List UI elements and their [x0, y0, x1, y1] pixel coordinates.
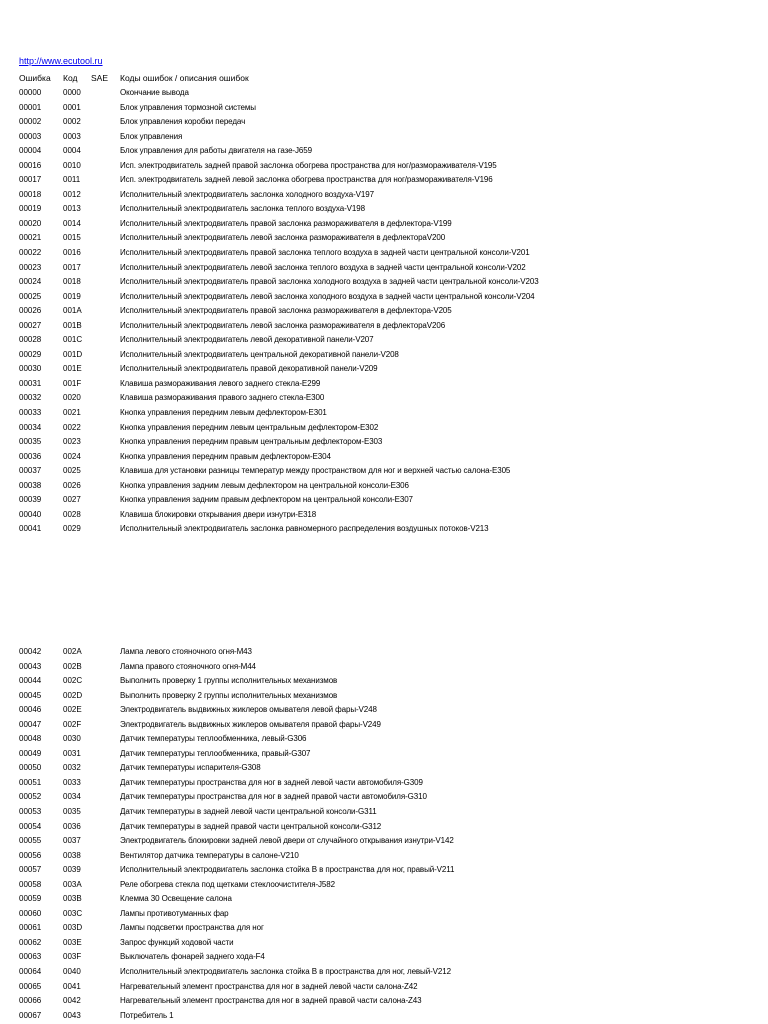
- error-code: 00054: [19, 821, 42, 831]
- error-description: Блок управления тормозной системы: [120, 102, 256, 112]
- error-code: 00061: [19, 923, 42, 933]
- error-description: Выключатель фонарей заднего хода-F4: [120, 952, 265, 962]
- table-row: [0, 101, 768, 116]
- table-row: [0, 980, 768, 995]
- hex-code: 001A: [63, 306, 82, 316]
- hex-code: 0001: [63, 102, 81, 112]
- error-description: Электродвигатель выдвижных жиклеров омывателя левой фары-V248: [120, 705, 377, 715]
- table-row: [0, 776, 768, 791]
- table-row: [0, 936, 768, 951]
- error-code: 00057: [19, 865, 42, 875]
- table-row: [0, 450, 768, 465]
- error-code: 00029: [19, 349, 42, 359]
- hex-code: 0041: [63, 981, 81, 991]
- error-description: Электродвигатель блокировки задней левой двери от случайного открывания изнутри-V142: [120, 836, 454, 846]
- hex-code: 0000: [63, 88, 81, 97]
- hex-code: 0020: [63, 393, 81, 403]
- error-description: Клавиша для установки разницы температур между пространством для ног и верхней частью салона-E305: [120, 466, 511, 476]
- error-description: Исполнительный электродвигатель правой заслонка размораживателя в дефлектора-V199: [120, 218, 452, 228]
- hex-code: 0039: [63, 865, 81, 875]
- error-code: 00001: [19, 102, 42, 112]
- table-row: [0, 493, 768, 508]
- hex-code: 0028: [63, 509, 81, 519]
- table-row: [0, 115, 768, 130]
- error-description: Потребитель 1: [120, 1010, 174, 1020]
- table-row: [0, 790, 768, 805]
- error-code: 00060: [19, 908, 42, 918]
- error-description: Выполнить проверку 2 группы исполнительных механизмов: [120, 690, 338, 700]
- hex-code: 0029: [63, 524, 81, 534]
- hex-code: 0040: [63, 967, 81, 977]
- hex-code: 001B: [63, 320, 82, 330]
- error-code: 00056: [19, 850, 42, 860]
- header-code: Ошибка: [19, 73, 51, 83]
- error-table-block-1: [0, 86, 768, 537]
- table-row: [0, 275, 768, 290]
- error-description: Исполнительный электродвигатель заслонка равномерного распределения воздушных потоков-V213: [120, 524, 489, 534]
- error-code: 00004: [19, 146, 42, 156]
- hex-code: 0032: [63, 763, 81, 773]
- table-row: [0, 421, 768, 436]
- hex-code: 0022: [63, 422, 81, 432]
- error-code: 00023: [19, 262, 42, 272]
- error-table-block-2: [0, 645, 768, 1023]
- error-description: Клемма 30 Освещение салона: [120, 894, 232, 904]
- error-code: 00035: [19, 437, 42, 447]
- hex-code: 003A: [63, 879, 82, 889]
- hex-code: 0016: [63, 248, 81, 258]
- error-description: Лампы противотуманных фар: [120, 908, 229, 918]
- error-description: Исп. электродвигатель задней правой заслонка обогрева пространства для ног/размораживателя-V195: [120, 160, 497, 170]
- hex-code: 001D: [63, 349, 83, 359]
- table-row: [0, 130, 768, 145]
- hex-code: 0036: [63, 821, 81, 831]
- hex-code: 0037: [63, 836, 81, 846]
- error-description: Кнопка управления передним левым дефлектором-E301: [120, 408, 327, 418]
- hex-code: 0031: [63, 748, 81, 758]
- table-row: [0, 907, 768, 922]
- hex-code: 003F: [63, 952, 82, 962]
- error-code: 00036: [19, 451, 42, 461]
- error-code: 00048: [19, 734, 42, 744]
- table-row: [0, 878, 768, 893]
- error-code: 00025: [19, 291, 42, 301]
- hex-code: 0042: [63, 996, 81, 1006]
- table-row: [0, 290, 768, 305]
- error-description: Запрос функций ходовой части: [120, 937, 234, 947]
- error-description: Лампа правого стояночного огня-M44: [120, 661, 256, 671]
- error-description: Вентилятор датчика температуры в салоне-V210: [120, 850, 299, 860]
- error-description: Исполнительный электродвигатель центральной декоративной панели-V208: [120, 349, 399, 359]
- error-description: Кнопка управления передним левым центральным дефлектором-E302: [120, 422, 379, 432]
- hex-code: 002E: [63, 705, 82, 715]
- error-description: Исполнительный электродвигатель левой заслонка холодного воздуха в задней части центральной консоли-V204: [120, 291, 535, 301]
- error-description: Окончание вывода: [120, 88, 189, 97]
- error-description: Исполнительный электродвигатель правой заслонка холодного воздуха в задней части центральной консоли-V203: [120, 277, 539, 287]
- error-description: Датчик температуры в задней правой части центральной консоли-G312: [120, 821, 382, 831]
- hex-code: 003C: [63, 908, 83, 918]
- error-description: Лампы подсветки пространства для ног: [120, 923, 264, 933]
- hex-code: 002B: [63, 661, 82, 671]
- error-code: 00044: [19, 676, 42, 686]
- error-description: Исполнительный электродвигатель левой заслонка размораживателя в дефлектораV200: [120, 233, 446, 243]
- table-row: [0, 333, 768, 348]
- table-row: [0, 348, 768, 363]
- error-code: 00020: [19, 218, 42, 228]
- error-description: Клавиша размораживания левого заднего стекла-E299: [120, 378, 321, 388]
- error-description: Блок управления для работы двигателя на газе-J659: [120, 146, 312, 156]
- error-code: 00027: [19, 320, 42, 330]
- error-code: 00022: [19, 248, 42, 258]
- error-description: Исполнительный электродвигатель левой декоративной панели-V207: [120, 335, 374, 345]
- hex-code: 0010: [63, 160, 81, 170]
- table-row: [0, 261, 768, 276]
- error-description: Нагревательный элемент пространства для ног в задней правой части салона-Z43: [120, 996, 422, 1006]
- header-desc: Коды ошибок / описания ошибок: [120, 73, 249, 83]
- table-row: [0, 950, 768, 965]
- hex-code: 0034: [63, 792, 81, 802]
- error-description: Клавиша размораживания правого заднего стекла-E300: [120, 393, 325, 403]
- error-description: Исполнительный электродвигатель правой декоративной панели-V209: [120, 364, 378, 374]
- table-row: [0, 159, 768, 174]
- header-kod: Код: [63, 73, 78, 83]
- error-code: 00063: [19, 952, 42, 962]
- hex-code: 0023: [63, 437, 81, 447]
- error-code: 00016: [19, 160, 42, 170]
- error-description: Исполнительный электродвигатель заслонка стойка B в пространства для ног, правый-V211: [120, 865, 455, 875]
- hex-code: 0024: [63, 451, 81, 461]
- error-code: 00062: [19, 937, 42, 947]
- error-description: Нагревательный элемент пространства для ног в задней левой части салона-Z42: [120, 981, 418, 991]
- table-row: [0, 849, 768, 864]
- error-code: 00032: [19, 393, 42, 403]
- hex-code: 002D: [63, 690, 83, 700]
- error-code: 00002: [19, 117, 42, 127]
- error-code: 00053: [19, 807, 42, 817]
- table-row: [0, 994, 768, 1009]
- table-row: [0, 689, 768, 704]
- table-row: [0, 202, 768, 217]
- table-row: [0, 863, 768, 878]
- error-code: 00038: [19, 480, 42, 490]
- error-description: Реле обогрева стекла под щетками стеклоочистителя-J582: [120, 879, 335, 889]
- table-row: [0, 747, 768, 762]
- error-code: 00033: [19, 408, 42, 418]
- error-code: 00066: [19, 996, 42, 1006]
- error-description: Выполнить проверку 1 группы исполнительных механизмов: [120, 676, 338, 686]
- table-row: [0, 508, 768, 523]
- error-description: Кнопка управления задним правым дефлектором на центральной консоли-E307: [120, 495, 413, 505]
- error-description: Датчик температуры в задней левой части центральной консоли-G311: [120, 807, 377, 817]
- hex-code: 0014: [63, 218, 81, 228]
- hex-code: 0013: [63, 204, 81, 214]
- table-row: [0, 1009, 768, 1024]
- error-description: Датчик температуры теплообменника, левый-G306: [120, 734, 307, 744]
- hex-code: 001F: [63, 378, 82, 388]
- table-row: [0, 834, 768, 849]
- table-row: [0, 377, 768, 392]
- table-row: [0, 660, 768, 675]
- hex-code: 0038: [63, 850, 81, 860]
- error-code: 00000: [19, 88, 42, 97]
- error-description: Исполнительный электродвигатель заслонка стойка B в пространства для ног, левый-V212: [120, 967, 451, 977]
- table-row: [0, 173, 768, 188]
- error-code: 00019: [19, 204, 42, 214]
- error-description: Лампа левого стояночного огня-M43: [120, 647, 252, 656]
- error-code: 00037: [19, 466, 42, 476]
- error-code: 00031: [19, 378, 42, 388]
- table-row: [0, 217, 768, 232]
- error-code: 00040: [19, 509, 42, 519]
- hex-code: 0025: [63, 466, 81, 476]
- error-description: Клавиша блокировки открывания двери изнутри-E318: [120, 509, 317, 519]
- error-code: 00049: [19, 748, 42, 758]
- error-code: 00024: [19, 277, 42, 287]
- table-row: [0, 86, 768, 101]
- error-description: Кнопка управления передним правым центральным дефлектором-E303: [120, 437, 383, 447]
- table-row: [0, 144, 768, 159]
- error-code: 00021: [19, 233, 42, 243]
- hex-code: 0021: [63, 408, 81, 418]
- error-code: 00041: [19, 524, 42, 534]
- error-code: 00017: [19, 175, 42, 185]
- hex-code: 002F: [63, 719, 82, 729]
- error-description: Кнопка управления задним левым дефлектором на центральной консоли-E306: [120, 480, 409, 490]
- table-row: [0, 703, 768, 718]
- hex-code: 0018: [63, 277, 81, 287]
- error-code: 00065: [19, 981, 42, 991]
- table-row: [0, 805, 768, 820]
- error-description: Исполнительный электродвигатель правой заслонка теплого воздуха в задней части центральной консоли-V201: [120, 248, 530, 258]
- hex-code: 0043: [63, 1010, 81, 1020]
- table-row: [0, 391, 768, 406]
- ecutool-link[interactable]: http://www.ecutool.ru: [19, 56, 103, 66]
- error-code: 00058: [19, 879, 42, 889]
- error-code: 00050: [19, 763, 42, 773]
- table-row: [0, 820, 768, 835]
- hex-code: 0012: [63, 189, 81, 199]
- error-description: Датчик температуры пространства для ног в задней левой части автомобиля-G309: [120, 777, 423, 787]
- hex-code: 003E: [63, 937, 82, 947]
- table-row: [0, 435, 768, 450]
- error-code: 00028: [19, 335, 42, 345]
- error-code: 00067: [19, 1010, 42, 1020]
- error-description: Электродвигатель выдвижных жиклеров омывателя правой фары-V249: [120, 719, 381, 729]
- table-row: [0, 732, 768, 747]
- error-code: 00043: [19, 661, 42, 671]
- error-description: Датчик температуры пространства для ног в задней правой части автомобиля-G310: [120, 792, 427, 802]
- error-code: 00055: [19, 836, 42, 846]
- table-row: [0, 965, 768, 980]
- hex-code: 0026: [63, 480, 81, 490]
- table-row: [0, 645, 768, 660]
- error-description: Исполнительный электродвигатель левой заслонка теплого воздуха в задней части центральной консоли-V202: [120, 262, 526, 272]
- table-row: [0, 246, 768, 261]
- hex-code: 0011: [63, 175, 81, 185]
- table-row: [0, 406, 768, 421]
- table-row: [0, 522, 768, 537]
- hex-code: 0033: [63, 777, 81, 787]
- table-row: [0, 921, 768, 936]
- error-code: 00039: [19, 495, 42, 505]
- error-description: Датчик температуры испарителя-G308: [120, 763, 261, 773]
- table-row: [0, 718, 768, 733]
- table-row: [0, 761, 768, 776]
- error-description: Исполнительный электродвигатель левой заслонка размораживателя в дефлектораV206: [120, 320, 446, 330]
- error-code: 00003: [19, 131, 42, 141]
- hex-code: 0019: [63, 291, 81, 301]
- error-code: 00030: [19, 364, 42, 374]
- table-row: [0, 188, 768, 203]
- table-row: [0, 479, 768, 494]
- hex-code: 0004: [63, 146, 81, 156]
- hex-code: 003D: [63, 923, 83, 933]
- error-code: 00045: [19, 690, 42, 700]
- error-description: Датчик температуры теплообменника, правый-G307: [120, 748, 311, 758]
- table-row: [0, 464, 768, 479]
- header-sae: SAE: [91, 73, 109, 83]
- error-code: 00059: [19, 894, 42, 904]
- error-code: 00042: [19, 647, 42, 656]
- hex-code: 0017: [63, 262, 81, 272]
- hex-code: 0002: [63, 117, 81, 127]
- error-code: 00052: [19, 792, 42, 802]
- error-description: Исп. электродвигатель задней левой заслонка обогрева пространства для ног/размораживателя-V196: [120, 175, 493, 185]
- error-description: Исполнительный электродвигатель заслонка теплого воздуха-V198: [120, 204, 365, 214]
- hex-code: 001C: [63, 335, 83, 345]
- hex-code: 0035: [63, 807, 81, 817]
- hex-code: 0003: [63, 131, 81, 141]
- table-row: [0, 231, 768, 246]
- error-code: 00051: [19, 777, 42, 787]
- error-code: 00018: [19, 189, 42, 199]
- table-row: [0, 319, 768, 334]
- hex-code: 0030: [63, 734, 81, 744]
- hex-code: 0015: [63, 233, 81, 243]
- error-code: 00046: [19, 705, 42, 715]
- hex-code: 002C: [63, 676, 83, 686]
- error-code: 00047: [19, 719, 42, 729]
- table-row: [0, 892, 768, 907]
- hex-code: 0027: [63, 495, 81, 505]
- error-code: 00034: [19, 422, 42, 432]
- table-row: [0, 304, 768, 319]
- error-description: Блок управления: [120, 131, 183, 141]
- error-description: Исполнительный электродвигатель правой заслонка размораживателя в дефлектора-V205: [120, 306, 452, 316]
- hex-code: 001E: [63, 364, 82, 374]
- error-description: Исполнительный электродвигатель заслонка холодного воздуха-V197: [120, 189, 374, 199]
- error-description: Кнопка управления передним правым дефлектором-E304: [120, 451, 331, 461]
- error-code: 00064: [19, 967, 42, 977]
- error-description: Блок управления коробки передач: [120, 117, 246, 127]
- table-row: [0, 362, 768, 377]
- hex-code: 002A: [63, 647, 82, 656]
- error-code: 00026: [19, 306, 42, 316]
- table-row: [0, 674, 768, 689]
- hex-code: 003B: [63, 894, 82, 904]
